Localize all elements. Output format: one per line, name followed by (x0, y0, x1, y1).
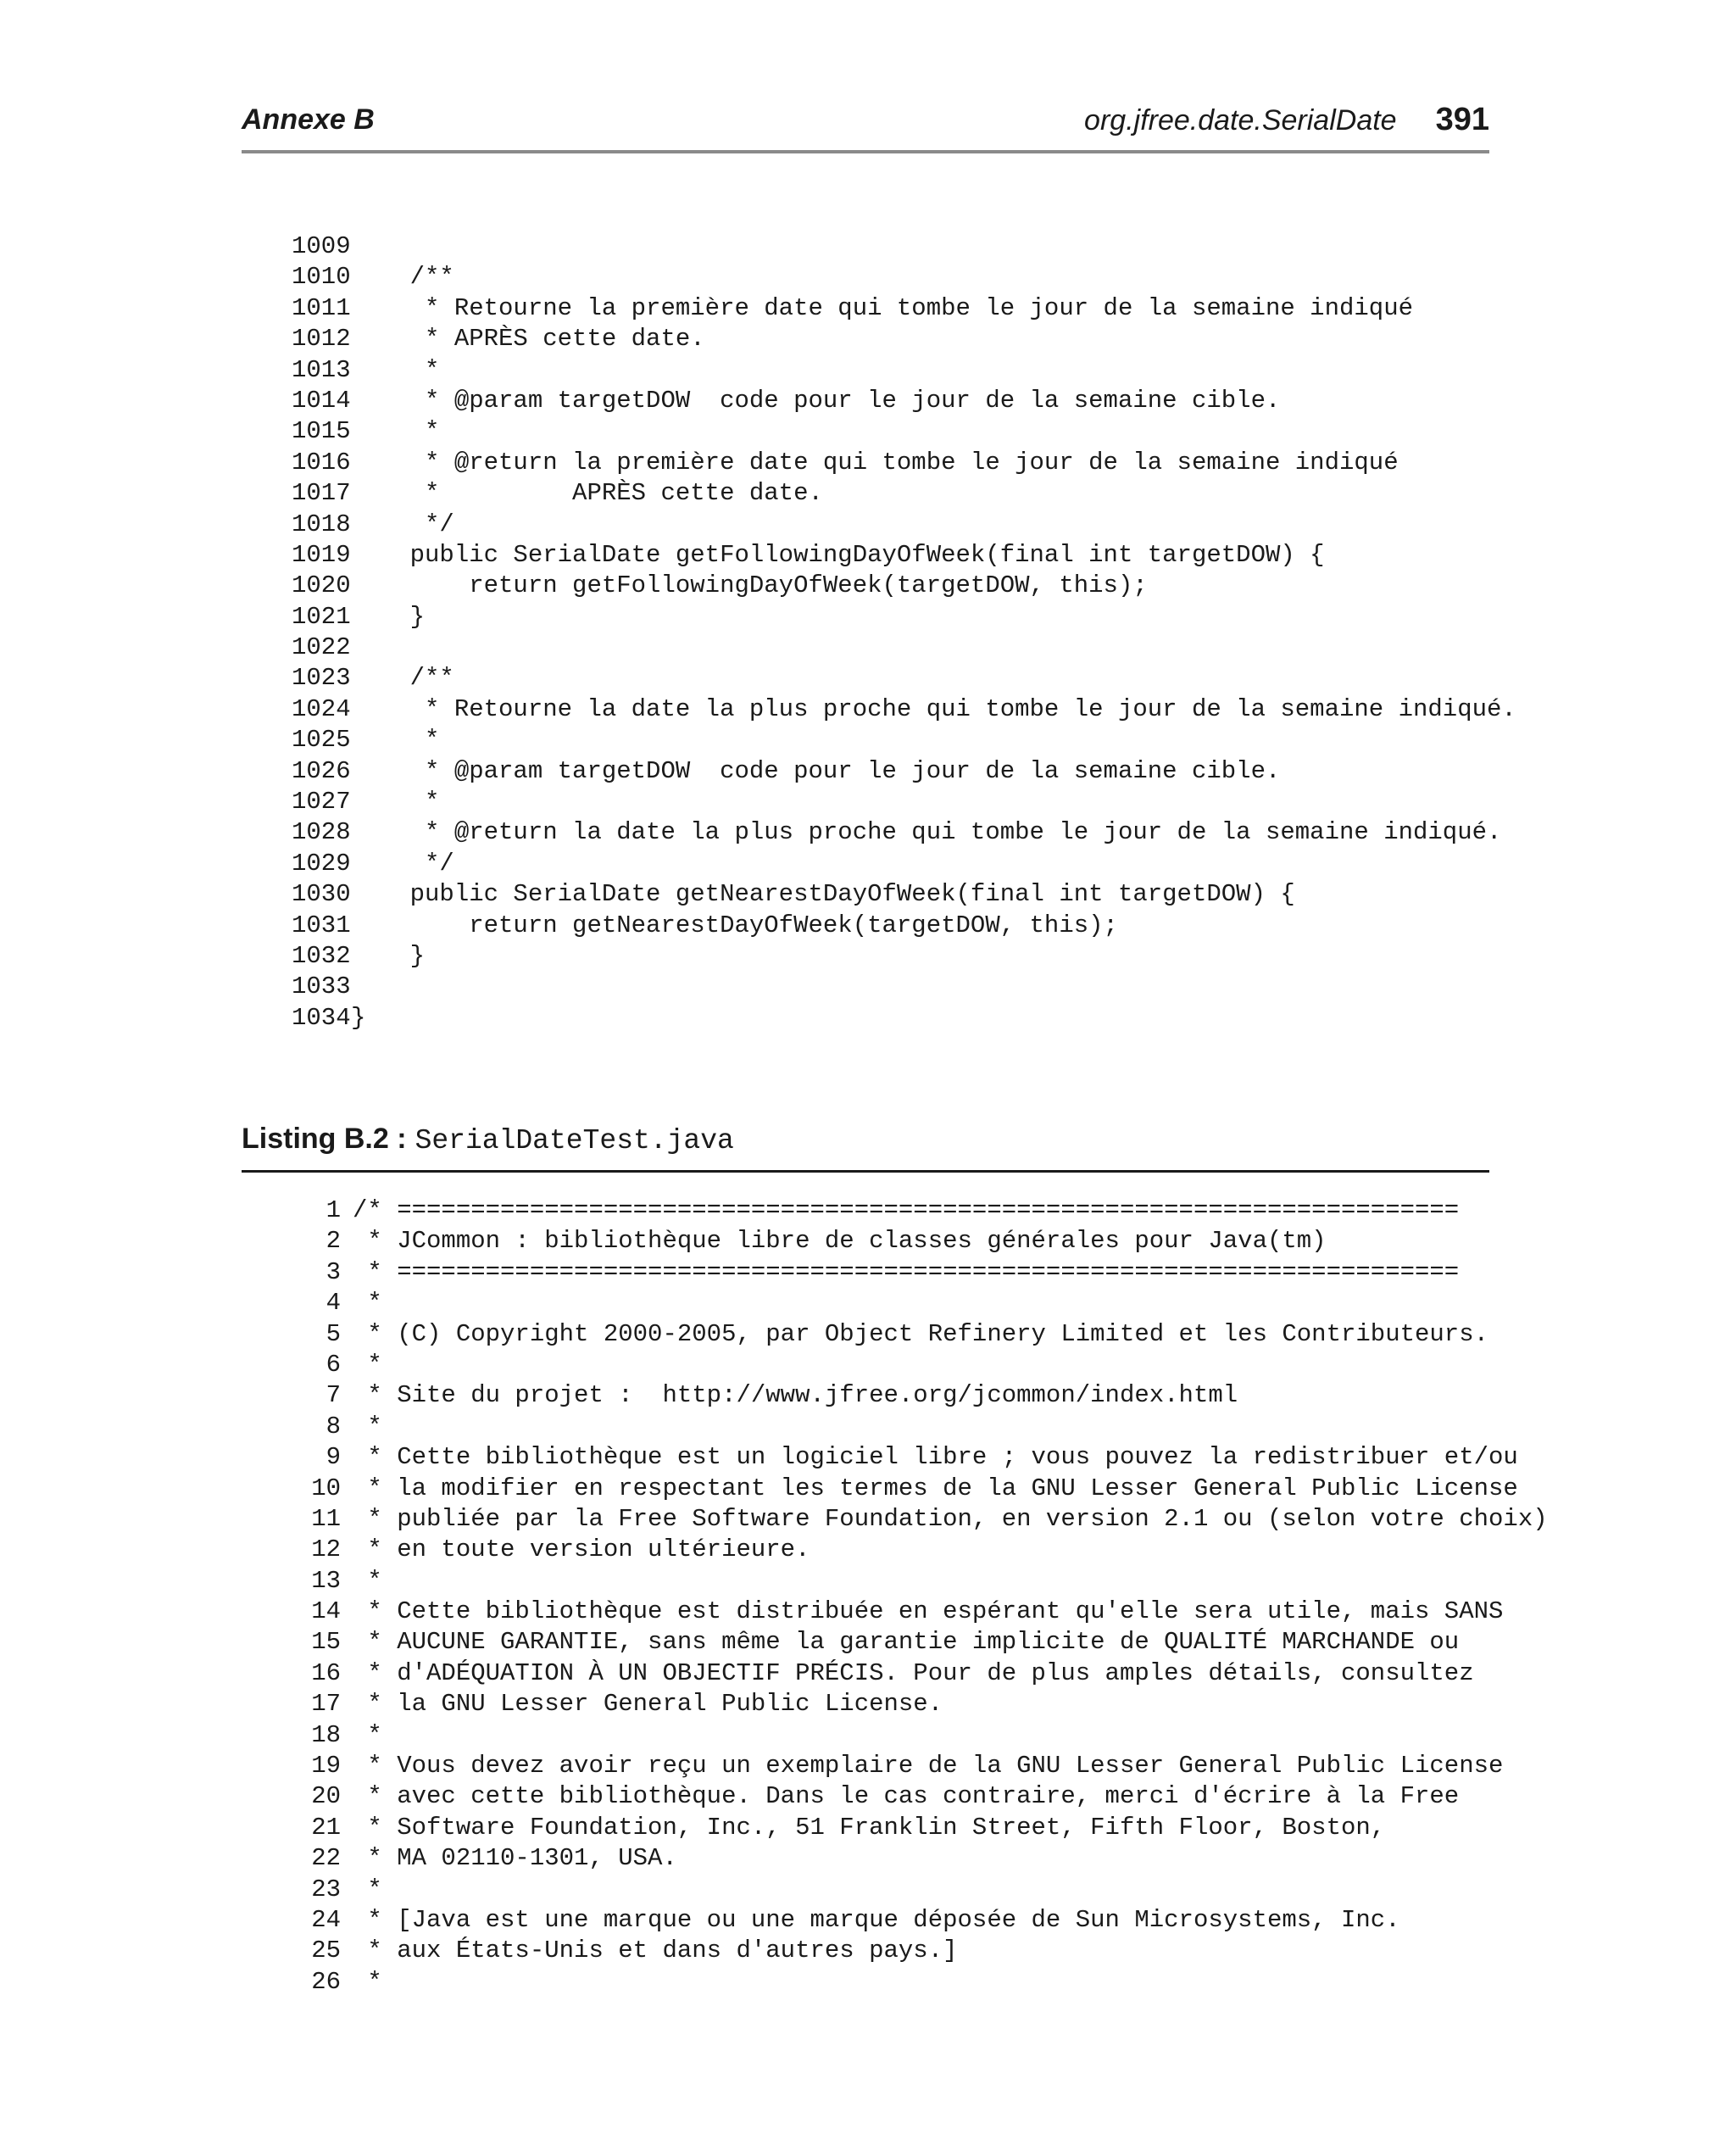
code-text: */ (351, 849, 454, 878)
code-text: * (C) Copyright 2000-2005, par Object Refinery Limited et les Contributeurs. (353, 1319, 1489, 1348)
code-line (305, 1936, 1548, 1966)
line-number: 22 (311, 1844, 341, 1873)
code-line (292, 879, 1516, 910)
code-line (292, 694, 1516, 725)
code-line (305, 1658, 1548, 1689)
code-line (305, 1380, 1548, 1411)
code-line (305, 1350, 1548, 1380)
line-number: 24 (311, 1905, 341, 1934)
line-number: 1017 (292, 479, 351, 508)
line-number: 21 (311, 1813, 341, 1842)
code-text: * (353, 1566, 382, 1595)
code-line (305, 1195, 1548, 1226)
code-line (292, 1003, 1516, 1034)
code-line (292, 941, 1516, 972)
code-line (305, 1905, 1548, 1936)
code-line (292, 262, 1516, 293)
line-number: 10 (311, 1474, 341, 1502)
line-number: 1010 (292, 263, 351, 292)
code-text: * ======================================================================== (353, 1257, 1460, 1286)
code-line (292, 787, 1516, 817)
code-text: * Cette bibliothèque est un logiciel libre ; vous pouvez la redistribuer et/ou (353, 1443, 1518, 1472)
code-text: /* ======================================================================== (353, 1196, 1460, 1224)
code-line (292, 510, 1516, 540)
code-line (305, 1875, 1548, 1905)
code-line (292, 231, 1516, 262)
code-text: * MA 02110-1301, USA. (353, 1844, 677, 1873)
line-number: 23 (311, 1875, 341, 1903)
line-number: 1014 (292, 386, 351, 415)
code-text: * @param targetDOW code pour le jour de la semaine cible. (351, 386, 1281, 415)
line-number: 1013 (292, 355, 351, 384)
code-line (305, 1566, 1548, 1597)
code-line (292, 416, 1516, 447)
chapter-title: Annexe B (242, 103, 375, 136)
line-number: 1034 (292, 1003, 351, 1032)
listing-label: Listing B.2 : (242, 1123, 407, 1155)
line-number: 19 (311, 1752, 341, 1781)
code-text: } (351, 941, 426, 970)
code-text: * (353, 1350, 382, 1379)
listing-title (242, 1117, 734, 1162)
code-text: * (351, 355, 440, 384)
code-text: * (353, 1967, 382, 1996)
code-line (292, 817, 1516, 848)
code-text: * Cette bibliothèque est distribuée en espérant qu'elle sera utile, mais SANS (353, 1597, 1504, 1626)
line-number: 1030 (292, 880, 351, 909)
line-number: 1012 (292, 325, 351, 354)
code-line (305, 1474, 1548, 1504)
code-line (292, 972, 1516, 1002)
code-line (305, 1535, 1548, 1565)
listing-file-name: SerialDateTest.java (415, 1125, 734, 1156)
code-line (305, 1843, 1548, 1874)
code-line (292, 756, 1516, 787)
line-number: 1009 (292, 232, 351, 260)
code-text: * APRÈS cette date. (351, 325, 705, 354)
code-text: */ (351, 510, 454, 538)
code-text: * AUCUNE GARANTIE, sans même la garantie implicite de QUALITÉ MARCHANDE ou (353, 1628, 1460, 1657)
line-number: 20 (311, 1782, 341, 1811)
code-text: * (353, 1412, 382, 1441)
code-text: * @return la première date qui tombe le jour de la semaine indiqué (351, 448, 1399, 476)
code-line (305, 1967, 1548, 1998)
line-number: 2 (326, 1227, 341, 1256)
line-number: 26 (311, 1967, 341, 1996)
code-line (292, 602, 1516, 633)
code-line (292, 571, 1516, 601)
line-number: 11 (311, 1504, 341, 1533)
code-text: * publiée par la Free Software Foundation, en version 2.1 ou (selon votre choix) (353, 1504, 1548, 1533)
code-line (305, 1319, 1548, 1350)
code-text: * aux États-Unis et dans d'autres pays.] (353, 1937, 958, 1965)
listing-rule (242, 1170, 1489, 1173)
line-number: 17 (311, 1690, 341, 1719)
code-text: * (353, 1289, 382, 1318)
line-number: 16 (311, 1658, 341, 1687)
code-line (292, 478, 1516, 509)
code-text: } (351, 602, 426, 631)
line-number: 12 (311, 1535, 341, 1564)
code-text: * (351, 726, 440, 755)
code-line (305, 1720, 1548, 1751)
line-number: 25 (311, 1937, 341, 1965)
line-number: 3 (326, 1257, 341, 1286)
line-number: 1023 (292, 664, 351, 693)
line-number: 15 (311, 1628, 341, 1657)
code-line (305, 1751, 1548, 1781)
code-text: * (353, 1720, 382, 1749)
line-number: 13 (311, 1566, 341, 1595)
code-listing-serialdatetest (305, 1195, 1548, 1998)
code-text: * avec cette bibliothèque. Dans le cas contraire, merci d'écrire à la Free (353, 1782, 1460, 1811)
line-number: 7 (326, 1381, 341, 1410)
code-line (292, 324, 1516, 354)
code-text: return getNearestDayOfWeek(targetDOW, this); (351, 911, 1118, 939)
line-number: 1011 (292, 293, 351, 322)
code-line (292, 663, 1516, 694)
code-text: * APRÈS cette date. (351, 479, 823, 508)
code-text: * (353, 1875, 382, 1903)
code-listing-serialdate (292, 231, 1516, 1034)
line-number: 1027 (292, 788, 351, 816)
code-line (305, 1288, 1548, 1318)
code-text: * (351, 788, 440, 816)
code-text: * Vous devez avoir reçu un exemplaire de la GNU Lesser General Public License (353, 1752, 1504, 1781)
line-number: 9 (326, 1443, 341, 1472)
line-number: 1020 (292, 571, 351, 600)
code-text: * d'ADÉQUATION À UN OBJECTIF PRÉCIS. Pour de plus amples détails, consultez (353, 1658, 1474, 1687)
code-line (292, 725, 1516, 755)
line-number: 1019 (292, 540, 351, 569)
code-text: * Site du projet : http://www.jfree.org/jcommon/index.html (353, 1381, 1238, 1410)
code-line (292, 849, 1516, 879)
header-rule (242, 150, 1489, 153)
page-header (242, 98, 1489, 141)
code-text: public SerialDate getFollowingDayOfWeek(final int targetDOW) { (351, 540, 1325, 569)
code-text: * la GNU Lesser General Public License. (353, 1690, 943, 1719)
code-line (305, 1257, 1548, 1288)
line-number: 1015 (292, 417, 351, 446)
code-text: /** (351, 263, 454, 292)
code-text: * @param targetDOW code pour le jour de la semaine cible. (351, 756, 1281, 785)
code-line (292, 355, 1516, 386)
line-number: 8 (326, 1412, 341, 1441)
code-line (292, 386, 1516, 416)
line-number: 1024 (292, 694, 351, 723)
code-text: * en toute version ultérieure. (353, 1535, 810, 1564)
code-line (305, 1813, 1548, 1843)
code-text: public SerialDate getNearestDayOfWeek(final int targetDOW) { (351, 880, 1295, 909)
code-text: * Retourne la première date qui tombe le jour de la semaine indiqué (351, 293, 1414, 322)
code-line (292, 293, 1516, 324)
code-line (305, 1226, 1548, 1257)
line-number: 18 (311, 1720, 341, 1749)
code-text: * @return la date la plus proche qui tombe le jour de la semaine indiqué. (351, 818, 1502, 847)
code-text: * Software Foundation, Inc., 51 Franklin Street, Fifth Floor, Boston, (353, 1813, 1386, 1842)
code-text: * JCommon : bibliothèque libre de classes générales pour Java(tm) (353, 1227, 1327, 1256)
class-name: org.jfree.date.SerialDate (1084, 104, 1397, 137)
line-number: 14 (311, 1597, 341, 1626)
code-line (292, 911, 1516, 941)
line-number: 1025 (292, 726, 351, 755)
page-number: 391 (1435, 102, 1489, 137)
code-line (305, 1412, 1548, 1442)
code-line (292, 540, 1516, 571)
code-line (305, 1442, 1548, 1473)
line-number: 1033 (292, 972, 351, 1001)
code-text: * [Java est une marque ou une marque déposée de Sun Microsystems, Inc. (353, 1905, 1400, 1934)
line-number: 1022 (292, 633, 351, 662)
code-text: } (351, 1003, 366, 1032)
line-number: 1026 (292, 756, 351, 785)
line-number: 5 (326, 1319, 341, 1348)
line-number: 1031 (292, 911, 351, 939)
line-number: 1028 (292, 818, 351, 847)
line-number: 1018 (292, 510, 351, 538)
code-line (305, 1781, 1548, 1812)
line-number: 1032 (292, 941, 351, 970)
code-line (305, 1689, 1548, 1719)
line-number: 1029 (292, 849, 351, 878)
line-number: 6 (326, 1350, 341, 1379)
code-line (305, 1627, 1548, 1658)
line-number: 1021 (292, 602, 351, 631)
running-head (1084, 98, 1489, 142)
code-line (305, 1597, 1548, 1627)
code-text: * (351, 417, 440, 446)
code-text: /** (351, 664, 454, 693)
line-number: 1016 (292, 448, 351, 476)
line-number: 4 (326, 1289, 341, 1318)
code-line (305, 1504, 1548, 1535)
code-text: * Retourne la date la plus proche qui tombe le jour de la semaine indiqué. (351, 694, 1516, 723)
code-text: return getFollowingDayOfWeek(targetDOW, this); (351, 571, 1148, 600)
code-text: * la modifier en respectant les termes de la GNU Lesser General Public License (353, 1474, 1518, 1502)
code-line (292, 448, 1516, 478)
code-line (292, 633, 1516, 663)
line-number: 1 (326, 1196, 341, 1224)
